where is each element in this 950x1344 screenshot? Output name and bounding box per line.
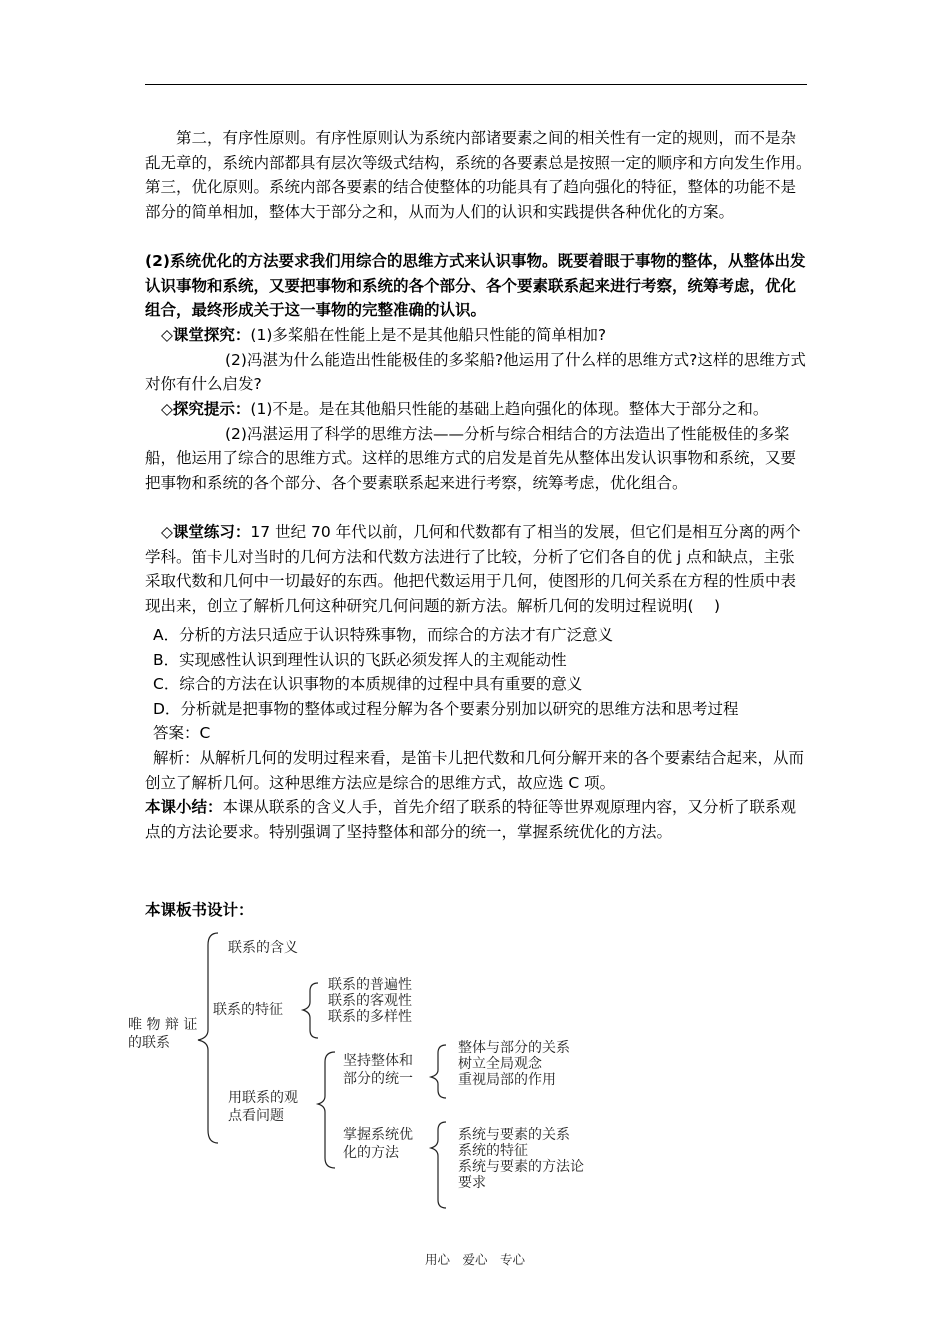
tree-apply: 用联系的观 点看问题 [228,1090,298,1124]
tree-whole-part-items [458,1040,570,1088]
practice-question: 17 世纪 70 年代以前，几何和代数都有了相当的发展，但它们是相互分离的两个学科。笛卡儿对当时的几何方法和代数方法进行了比较，分析了它们各自的优 j 点和缺点，主张采取代数和几何中一切最好的东西。他把代数运用于几何，使图形的几何关系在方程的性质中表现出来，创立了解析几何这种研究几何问题的新方法。解析几何的发明过程说明( ) [145,523,801,615]
tree-whole-part: 坚持整体和 部分的统一 [343,1053,413,1087]
board-design-title: 本课板书设计： [145,901,254,919]
option-c: C．综合的方法在认识事物的本质规律的过程中具有重要的意义 [153,675,583,694]
tree-feature-item: 联系的多样性 [328,1009,412,1025]
tree-whole-part-item: 树立全局观念 [458,1056,542,1072]
tree-feature-item: 联系的客观性 [328,993,412,1009]
bracket-apply [318,1052,335,1168]
tree-system-item: 系统与要素的关系 [458,1127,570,1143]
tree-system-item: 要求 [458,1175,486,1191]
tree-features: 联系的特征 [213,1002,283,1018]
bracket-features [303,983,318,1038]
paragraph-system-optimization: (2)系统优化的方法要求我们用综合的思维方式来认识事物。既要着眼于事物的整体，从整体出发认识事物和系统，又要把事物和系统的各个部分、各个要素联系起来进行考察，统筹考虑，优化组合，最终形成关于这一事物的完整准确的认识。 [145,252,806,320]
tree-system-item: 系统的特征 [458,1143,528,1159]
explore-label: ◇课堂探究： [161,326,251,344]
answer: 答案：C [153,724,211,743]
option-a: A．分析的方法只适应于认识特殊事物，而综合的方法才有广泛意义 [153,626,614,644]
analysis: 解析：从解析几何的发明过程来看，是笛卡儿把代数和几何分解开来的各个要素结合起来，从而创立了解析几何。这种思维方法应是综合的思维方式，故应选 C 项。 [145,749,805,792]
summary-text: 本课从联系的含义人手，首先介绍了联系的特征等世界观原理内容，又分析了联系观点的方法论要求。特别强调了坚持整体和部分的统一，掌握系统优化的方法。 [145,798,797,841]
tree-system-opt: 掌握系统优 化的方法 [343,1127,413,1161]
hint-label: ◇探究提示： [161,400,251,418]
option-b: B．实现感性认识到理性认识的飞跃必须发挥人的主观能动性 [153,650,567,669]
option-d: D．分析就是把事物的整体或过程分解为各个要素分别加以研究的思维方法和思考过程 [153,699,739,718]
summary-label: 本课小结： [145,798,223,816]
bracket-whole-part [431,1045,446,1098]
explore-question-2: (2)冯湛为什么能造出性能极佳的多桨船?他运用了什么样的思维方式?这样的思维方式对你有什么启发? [145,350,806,394]
tree-meaning: 联系的含义 [228,940,298,956]
bracket-root [198,933,218,1143]
tree-system-items [458,1127,584,1191]
tree-root: 唯 物 辩 证 的联系 [128,1017,198,1051]
tree-whole-part-item: 重视局部的作用 [458,1072,556,1088]
practice-label: ◇课堂练习： [161,523,251,541]
tree-whole-part-item: 整体与部分的关系 [458,1040,570,1056]
bracket-system [431,1122,446,1208]
tree-feature-item: 联系的普遍性 [328,977,412,993]
hint-answer-1: (1)不是。是在其他船只性能的基础上趋向强化的体现。整体大于部分之和。 [250,400,769,418]
tree-system-item: 系统与要素的方法论 [458,1159,584,1175]
paragraph-ordering-principle: 第二，有序性原则。有序性原则认为系统内部诸要素之间的相关性有一定的规则，而不是杂乱无章的，系统内部都具有层次等级式结构，系统的各要素总是按照一定的顺序和方向发生作用。 第三，优化原则。系统内部各要素的结合使整体的功能具有了趋向强化的特征，整体的功能不是部分的简单相加，整体大于部分之和，从而为人们的认识和实践提供各种优化的方案。 [145,129,820,221]
explore-question-1: (1)多桨船在性能上是不是其他船只性能的简单相加? [250,326,607,344]
page-footer: 用心 爱心 专心 [424,1252,525,1267]
tree-feature-items [328,977,412,1025]
hint-answer-2: (2)冯湛运用了科学的思维方法——分析与综合相结合的方法造出了性能极佳的多桨船，他运用了综合的思维方式。这样的思维方式的启发是首先从整体出发认识事物和系统，又要把事物和系统的各个部分、各个要素联系起来进行考察，统筹考虑，优化组合。 [145,424,797,492]
